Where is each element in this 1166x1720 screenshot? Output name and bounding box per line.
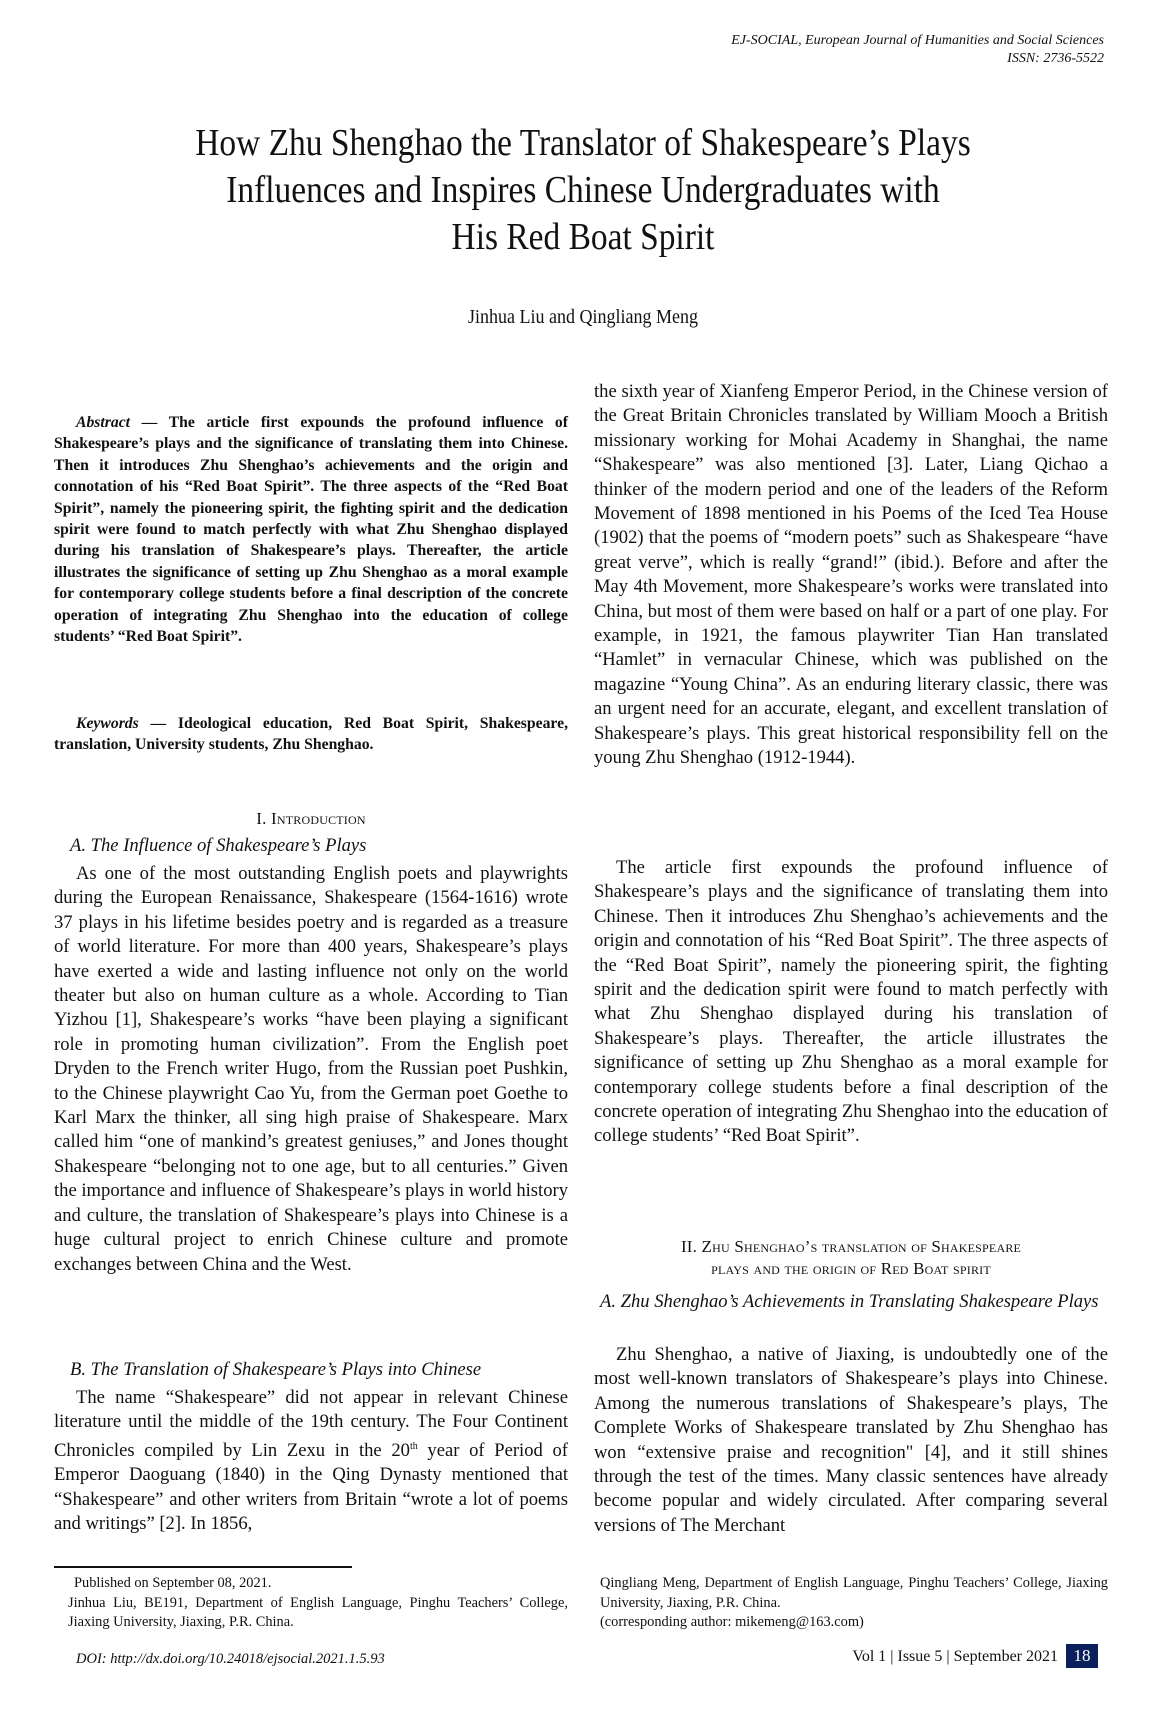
doi-link[interactable]: DOI: http://dx.doi.org/10.24018/ejsocial.2021.1.5.93 [76,1651,385,1667]
footnotes-left [54,1574,568,1633]
section-1b-continued: the sixth year of Xianfeng Emperor Period, in the Chinese version of the Great Britain Chronicles translated by William Mooch a British missionary working for Mohai Academy in Shanghai, the name “Shakespeare” was also mentioned [3]. Later, Liang Qichao a thinker of the modern period and one of the leaders of the Reform Movement of 1898 mentioned in his Poems of the Iced Tea House (1902) that the poems of “modern poets” such as Shakespeare “have great verve”, which is really “grand!” (ibid.). Before and after the May 4th Movement, more Shakespeare’s works were translated into China, but most of them were based on half or a part of one play. For example, in 1921, the famous playwriter Tian Han translated “Hamlet” in vernacular Chinese, which was published on the magazine “Young China”. As an enduring literary classic, there was an urgent need for an accurate, elegant, and excellent translation of Shakespeare’s plays. This great historical responsibility fell on the young Zhu Shenghao (1912-1944). [594,381,1108,769]
abstract-text: — The article first expounds the profound influence of Shakespeare’s plays and the significance of translating them into Chinese. Then it introduces Zhu Shenghao’s achievements and the origin and connotation of his “Red Boat Spirit”. The three aspects of the “Red Boat Spirit”, namely the pioneering spirit, the fighting spirit and the dedication spirit were found to match perfectly with what Zhu Shenghao displayed during his translation of Shakespeare’s plays. Thereafter, the article illustrates the significance of setting up Zhu Shenghao as a moral example for contemporary college students before a final description of the concrete operation of integrating Zhu Shenghao into the education of college students’ “Red Boat Spirit”. [54,414,568,646]
section-2a-body: Zhu Shenghao, a native of Jiaxing, is undoubtedly one of the most well-known translators of Shakespeare’s plays into Chinese. Among the numerous translations of Shakespeare’s plays, The Complete Works of Shakespeare translated by Zhu Shenghao has won “extensive praise and recognition" [4], and it still shines through the test of the times. Many classic sentences have already become popular and widely circulated. After comparing several versions of The Merchant [594,1344,1108,1536]
section-1a-body: As one of the most outstanding English poets and playwrights during the European Renaissance, Shakespeare (1564-1616) wrote 37 plays in his lifetime besides poetry and is regarded as a treasure of world literature. For more than 400 years, Shakespeare’s plays have exerted a wide and lasting influence not only on the world theater but also on human culture as a whole. According to Tian Yizhou [1], Shakespeare’s works “have been playing a significant role in promoting human civilization”. From the English poet Dryden to the French writer Hugo, from the Russian poet Pushkin, to the Chinese playwright Cao Yu, from the German poet Goethe to Karl Marx the thinker, all sing high praise of Shakespeare. Marx called him “one of mankind’s greatest geniuses,” and Jones thought Shakespeare “belonging not to one age, but to all centuries.” Given the importance and influence of Shakespeare’s plays in world history and culture, the translation of Shakespeare’s plays into Chinese is a huge cultural project to enrich Chinese culture and promote exchanges between China and the West. [54,863,568,1275]
page-number: 18 [1066,1644,1098,1668]
author-2-affiliation: Qingliang Meng, Department of English Language, Pinghu Teachers’ College, Jiaxing University, Jiaxing, P.R. China. [600,1575,1108,1611]
section-2a-heading: A. Zhu Shenghao’s Achievements in Translating Shakespeare Plays [600,1291,1099,1312]
paper-title [123,120,1043,261]
title-line-3: His Red Boat Spirit [451,216,715,258]
published-date: Published on September 08, 2021. [74,1575,272,1591]
section-2-heading [594,1236,1108,1280]
title-line-1: How Zhu Shenghao the Translator of Shakespeare’s Plays [195,122,971,164]
section-1-heading: I. Introduction [256,809,366,828]
journal-header [731,32,1104,68]
section-1a-heading: A. The Influence of Shakespeare’s Plays [70,835,367,856]
footnote-divider [54,1566,352,1568]
abstract [54,412,568,647]
author-1-affiliation: Jinhua Liu, BE191, Department of English Language, Pinghu Teachers’ College, Jiaxing University, Jiaxing, P.R. China. [68,1594,568,1630]
section-2-heading-line-1: II. Zhu Shenghao’s translation of Shakespeare [680,1237,1022,1256]
issn: ISSN: 2736-5522 [1007,51,1104,66]
journal-name: EJ-SOCIAL, European Journal of Humanities and Social Sciences [731,33,1104,48]
keywords-label: Keywords [76,715,139,732]
footnotes-right [600,1574,1108,1633]
section-1b-body: The name “Shakespeare” did not appear in relevant Chinese literature until the middle of the 19th century. The Four Continent Chronicles compiled by Lin Zexu in the 20th year of Period of Emperor Daoguang (1840) in the Qing Dynasty mentioned that “Shakespeare” and other writers from Britain “wrote a lot of poems and writings” [2]. In 1856, [54,1387,568,1535]
keywords-text: — Ideological education, Red Boat Spirit, Shakespeare, translation, University students, Zhu Shenghao. [54,715,568,754]
section-2-heading-line-2: plays and the origin of Red Boat spirit [711,1259,991,1278]
section-1b-heading: B. The Translation of Shakespeare’s Plays into Chinese [70,1359,482,1380]
title-line-2: Influences and Inspires Chinese Undergraduates with [226,169,940,211]
corresponding-author: (corresponding author: mikemeng@163.com) [600,1614,864,1630]
article-overview: The article first expounds the profound influence of Shakespeare’s plays and the significance of translating them into Chinese. Then it introduces Zhu Shenghao’s achievements and the origin and connotation of his “Red Boat Spirit”. The three aspects of the “Red Boat Spirit”, namely the pioneering spirit, the fighting spirit and the dedication spirit were found to match perfectly with what Zhu Shenghao displayed during his translation of Shakespeare’s plays. Thereafter, the article illustrates the significance of setting up Zhu Shenghao as a moral example for contemporary college students before a final description of the concrete operation of integrating Zhu Shenghao into the education of college students’ “Red Boat Spirit”. [594,857,1108,1147]
volume-issue: Vol 1 | Issue 5 | September 2021 [852,1648,1058,1665]
abstract-label: Abstract [76,414,131,431]
keywords [54,713,568,756]
authors: Jinhua Liu and Qingliang Meng [468,306,698,328]
